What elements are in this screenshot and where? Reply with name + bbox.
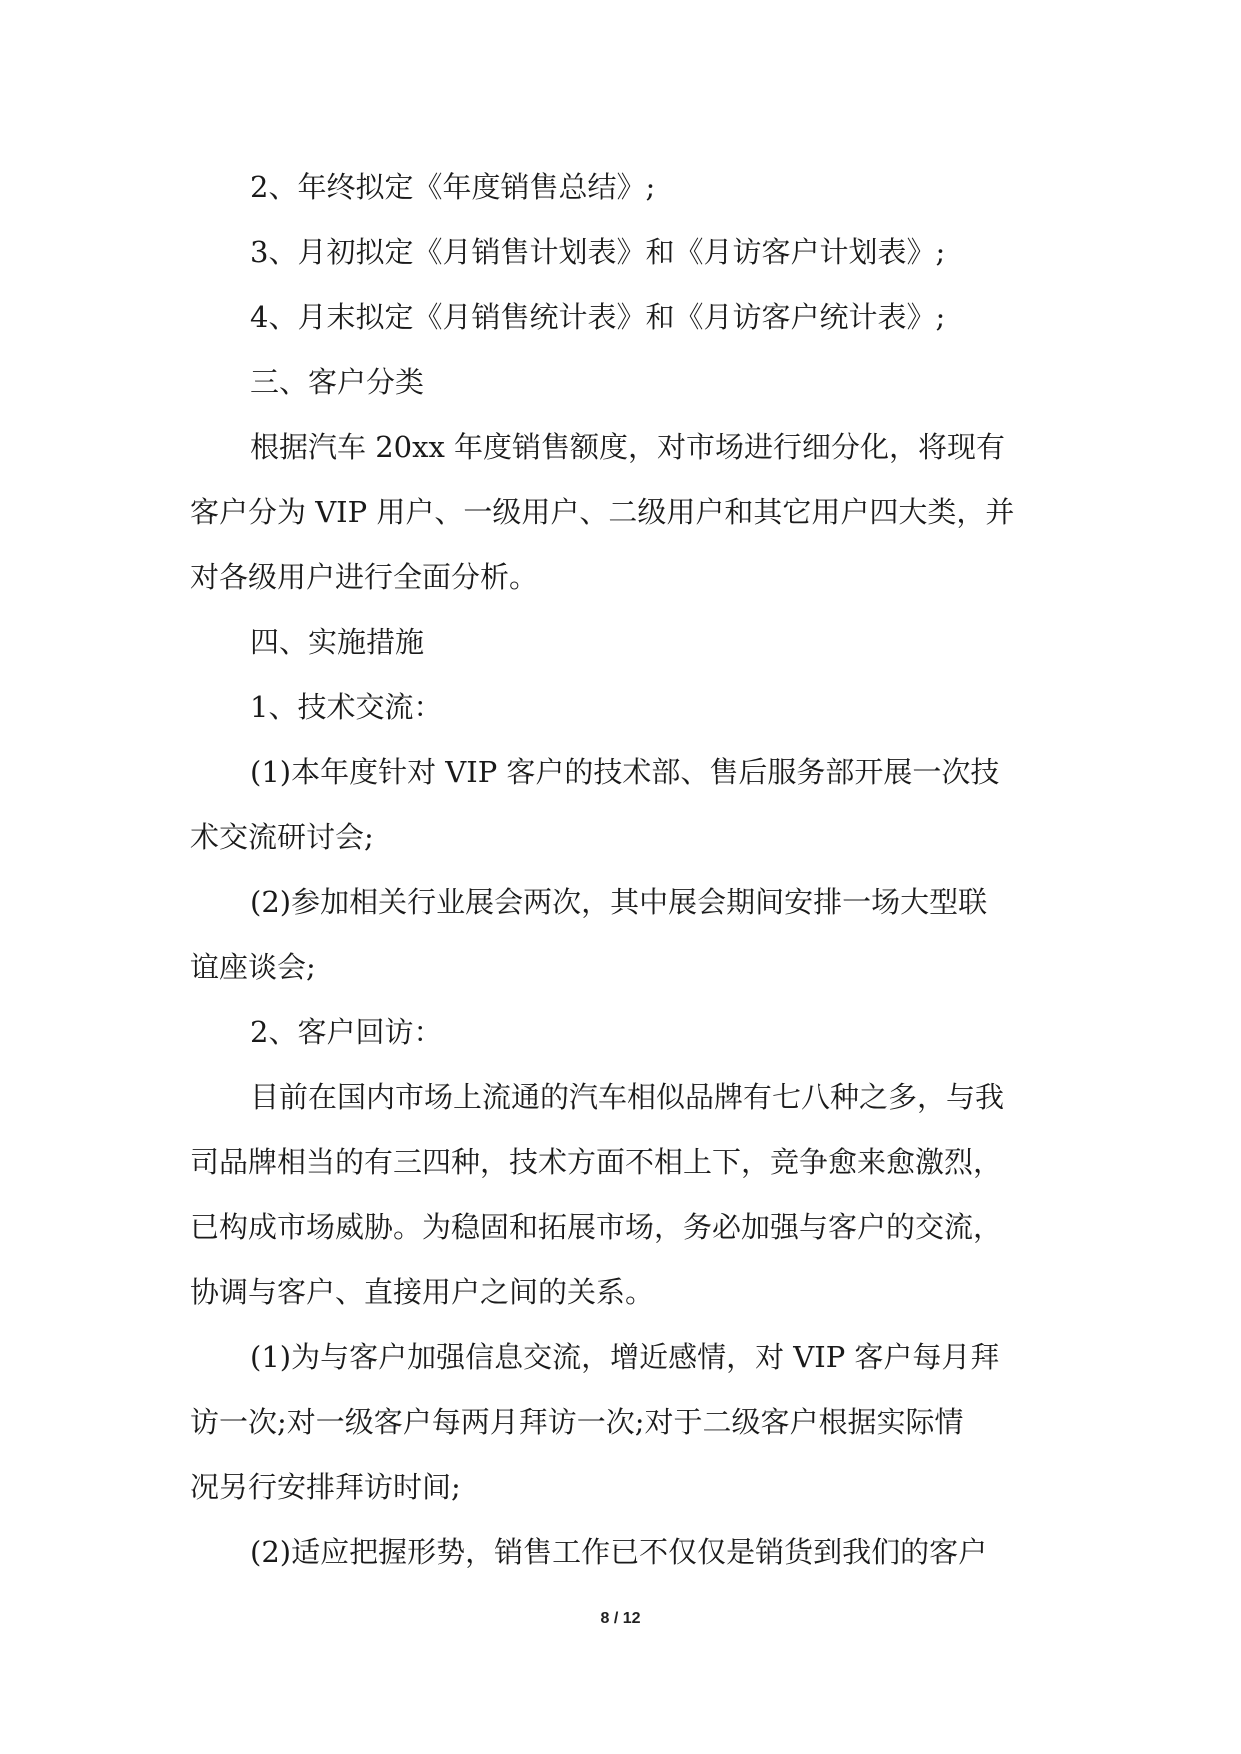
text-line: (2)参加相关行业展会两次，其中展会期间安排一场大型联 [250, 885, 988, 919]
text-line: 4、月末拟定《月销售统计表》和《月访客户统计表》; [250, 300, 946, 334]
text-line: 访一次;对一级客户每两月拜访一次;对于二级客户根据实际情 [190, 1405, 964, 1439]
document-body [190, 155, 1050, 1585]
text-line: 2、客户回访： [250, 1015, 443, 1049]
text-line: 1、技术交流： [250, 690, 443, 724]
text-line: 对各级用户进行全面分析。 [190, 560, 539, 594]
text-line: 目前在国内市场上流通的汽车相似品牌有七八种之多，与我 [250, 1080, 1005, 1114]
text-line: (2)适应把握形势，销售工作已不仅仅是销货到我们的客户 [250, 1535, 988, 1569]
text-line: 2、年终拟定《年度销售总结》; [250, 170, 656, 204]
text-line: 协调与客户、直接用户之间的关系。 [190, 1275, 655, 1309]
text-line: 三、客户分类 [250, 365, 425, 399]
page-number: 8 / 12 [600, 1610, 641, 1627]
text-line: (1)为与客户加强信息交流，增近感情，对 VIP 客户每月拜 [250, 1340, 1000, 1374]
text-line: 况另行安排拜访时间; [190, 1470, 461, 1504]
text-line: 谊座谈会; [190, 950, 316, 984]
text-line: 3、月初拟定《月销售计划表》和《月访客户计划表》; [250, 235, 946, 269]
text-line: 四、实施措施 [250, 625, 425, 659]
text-line: 根据汽车 20xx 年度销售额度，对市场进行细分化，将现有 [250, 430, 1006, 464]
text-line: 司品牌相当的有三四种，技术方面不相上下，竞争愈来愈激烈， [190, 1145, 1003, 1179]
text-line: 已构成市场威胁。为稳固和拓展市场，务必加强与客户的交流， [190, 1210, 1003, 1244]
text-line: 术交流研讨会; [190, 820, 374, 854]
text-line: 客户分为 VIP 用户、一级用户、二级用户和其它用户四大类，并 [190, 495, 1015, 529]
text-line: (1)本年度针对 VIP 客户的技术部、售后服务部开展一次技 [250, 755, 1000, 789]
